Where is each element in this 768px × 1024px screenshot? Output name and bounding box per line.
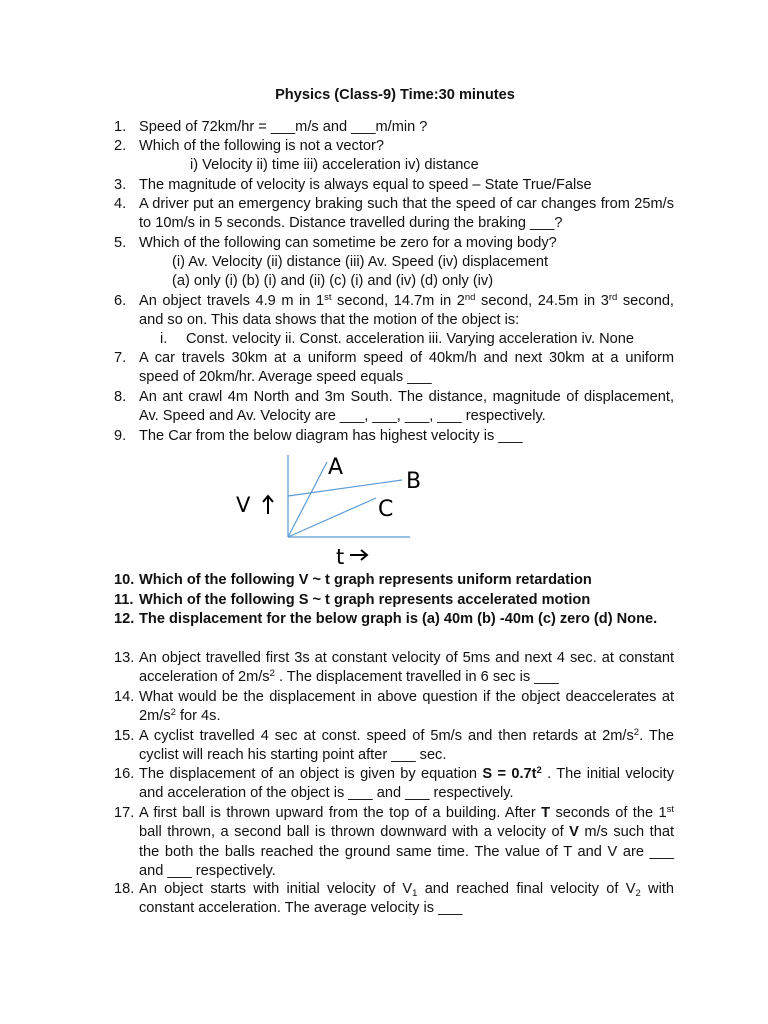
question-text: The displacement for the below graph is (a) 40m (b) -40m (c) zero (d) None. [139,611,658,627]
question-9 [114,427,674,446]
question-7 [114,349,674,388]
question-number: 15. [114,728,135,744]
question-number: 17. [114,805,135,821]
question-number: 12. [114,611,135,627]
question-text: The Car from the below diagram has highest velocity is ___ [139,428,523,444]
question-text: A first ball is thrown upward from the top of a building. After T seconds of the 1st ball thrown, a second ball is thrown downward with a velocity of V m/s such that the both the balls reached the ground same time. The value of T and V are ___ and ___ respectively. [139,804,675,879]
question-17 [114,804,674,881]
label-b: B [406,469,422,494]
y-axis-label: V [236,493,251,517]
question-number: 10. [114,572,135,588]
question-text: Which of the following can sometime be zero for a moving body? [139,235,557,251]
label-c: C [378,497,394,522]
question-2 [114,137,674,156]
question-text: The magnitude of velocity is always equal to speed – State True/False [139,177,592,193]
question-number: 5. [114,235,127,251]
question-11 [114,591,674,610]
question-3 [114,176,674,195]
question-text: The displacement of an object is given by equation $S = 0.7t^2$ . The initial velocity and acceleration of the object is ___ and ___ respectively. [139,765,675,802]
line-a [288,462,327,537]
question-number: 3. [114,177,127,193]
question-number: 2. [114,138,127,154]
question-number: 14. [114,689,135,705]
question-14 [114,688,674,727]
question-18 [114,880,674,919]
question-1 [114,118,674,137]
question-text: An object travelled first 3s at constant velocity of 5ms and next 4 sec. at constant acceleration of $2m/s^2$ . The displacement travelled in 6 sec is ___ [139,650,674,686]
question-4 [114,195,674,234]
question-text: What would be the displacement in above question if the object deaccelerates at $2m/s^2$ for 4s. [139,689,674,725]
question-text: A cyclist travelled 4 sec at const. speed of 5m/s and then retards at $2m/s^2$. The cyclist will reach his starting point after ___ sec. [139,727,674,764]
question-12 [114,610,674,629]
question-text: An object starts with initial velocity of $V_1$ and reached final velocity of $V_2$ with constant acceleration. The average velocity is ___ [139,881,674,917]
question-5-items: (i) Av. Velocity (ii) distance (iii) Av. Speed (iv) displacement [172,254,549,270]
question-text: A driver put an emergency braking such that the speed of car changes from 25m/s to 10m/s in 5 seconds. Distance travelled during the braking ___? [139,196,674,232]
x-axis-label: t [336,545,345,569]
question-number: 9. [114,428,127,444]
question-text: Which of the following V ~ t graph represents uniform retardation [139,572,592,588]
question-15 [114,727,674,766]
question-13 [114,649,674,688]
y-axis-arrow-icon [263,496,273,514]
question-5 [114,234,674,253]
x-axis-arrow-icon [350,550,367,560]
line-b [288,480,402,496]
question-number: 16. [114,766,135,782]
question-text: A car travels 30km at a uniform speed of 40km/h and next 30km at a uniform speed of 20km/hr. Average speed equals ___ [139,350,674,386]
equation: S = 0.7t [482,766,537,782]
question-8 [114,388,674,427]
question-number: 8. [114,389,127,405]
question-number: 13. [114,650,135,666]
question-6 [114,292,674,331]
velocity-time-graph [230,452,430,570]
question-10 [114,571,674,590]
label-a: A [328,455,344,480]
question-text: Speed of 72km/hr = ___m/s and ___m/min ? [139,119,428,135]
question-number: 1. [114,119,127,135]
question-text: An ant crawl 4m North and 3m South. The distance, magnitude of displacement, Av. Speed and Av. Velocity are ___, ___, ___, ___ respectively. [139,389,674,425]
question-text: An object travels 4.9 m in 1st second, 14.7m in 2nd second, 24.5m in 3rd second, and so on. This data shows that the motion of the object is: [139,292,674,329]
question-6-option-number: i. [160,331,168,347]
question-6-options: Const. velocity ii. Const. acceleration iii. Varying acceleration iv. None [186,331,635,347]
line-c [288,498,376,537]
question-text: Which of the following S ~ t graph represents accelerated motion [139,592,591,608]
question-number: 4. [114,196,127,212]
question-number: 7. [114,350,127,366]
question-number: 18. [114,881,135,897]
page-title: Physics (Class-9) Time:30 minutes [275,87,515,103]
question-16 [114,765,674,804]
question-number: 6. [114,293,127,309]
question-2-options: i) Velocity ii) time iii) acceleration iv) distance [190,157,479,173]
question-5-options: (a) only (i) (b) (i) and (ii) (c) (i) and (iv) (d) only (iv) [172,273,494,289]
question-text: Which of the following is not a vector? [139,138,384,154]
question-number: 11. [114,592,134,608]
